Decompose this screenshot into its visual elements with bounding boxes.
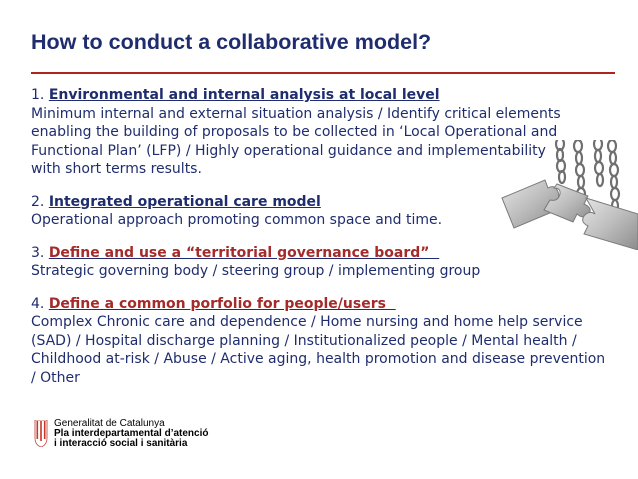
section-common-portfolio: [31, 295, 611, 388]
section-description: Complex Chronic care and dependence / Home nursing and home help service (SAD) / Hospital discharge planning / Institutionalized people / Mental health / Childhood at-risk / Abuse / Active aging, health promotion and disease prevention / Other: [31, 314, 606, 386]
section-number: 3.: [31, 244, 45, 261]
section-description: Minimum internal and external situation analysis / Identify critical elements enabling the building of proposals to be collected in ‘Local Operational and Functional Plan’ (LFP) / Highly operational guidance and implementability with short terms results.: [31, 105, 561, 177]
section-heading-row: [31, 86, 611, 105]
section-description: Operational approach promoting common space and time.: [31, 212, 443, 228]
section-description: Strategic governing body / steering group / implementing group: [31, 263, 481, 279]
section-heading: Define and use a “territorial governance board”: [48, 244, 440, 261]
slide-title: How to conduct a collaborative model?: [31, 30, 432, 54]
logo-line-2: Pla interdepartamental d’atenció: [54, 428, 209, 439]
logo-text: [54, 419, 209, 449]
section-heading: Integrated operational care model: [48, 193, 321, 210]
section-number: 4.: [31, 295, 45, 312]
section-heading: Define a common porfolio for people/users: [48, 295, 396, 312]
section-heading: Environmental and internal analysis at local level: [48, 87, 440, 103]
logo-line-1: Generalitat de Catalunya: [54, 418, 165, 429]
section-number: 2.: [31, 193, 45, 210]
title-divider: [31, 72, 615, 74]
section-number: 1.: [31, 87, 45, 103]
generalitat-logo-icon: [34, 420, 48, 447]
section-heading-row: [31, 295, 611, 314]
logo-line-3: i interacció social i sanitària: [54, 438, 188, 449]
puzzle-chains-illustration: [500, 140, 638, 250]
